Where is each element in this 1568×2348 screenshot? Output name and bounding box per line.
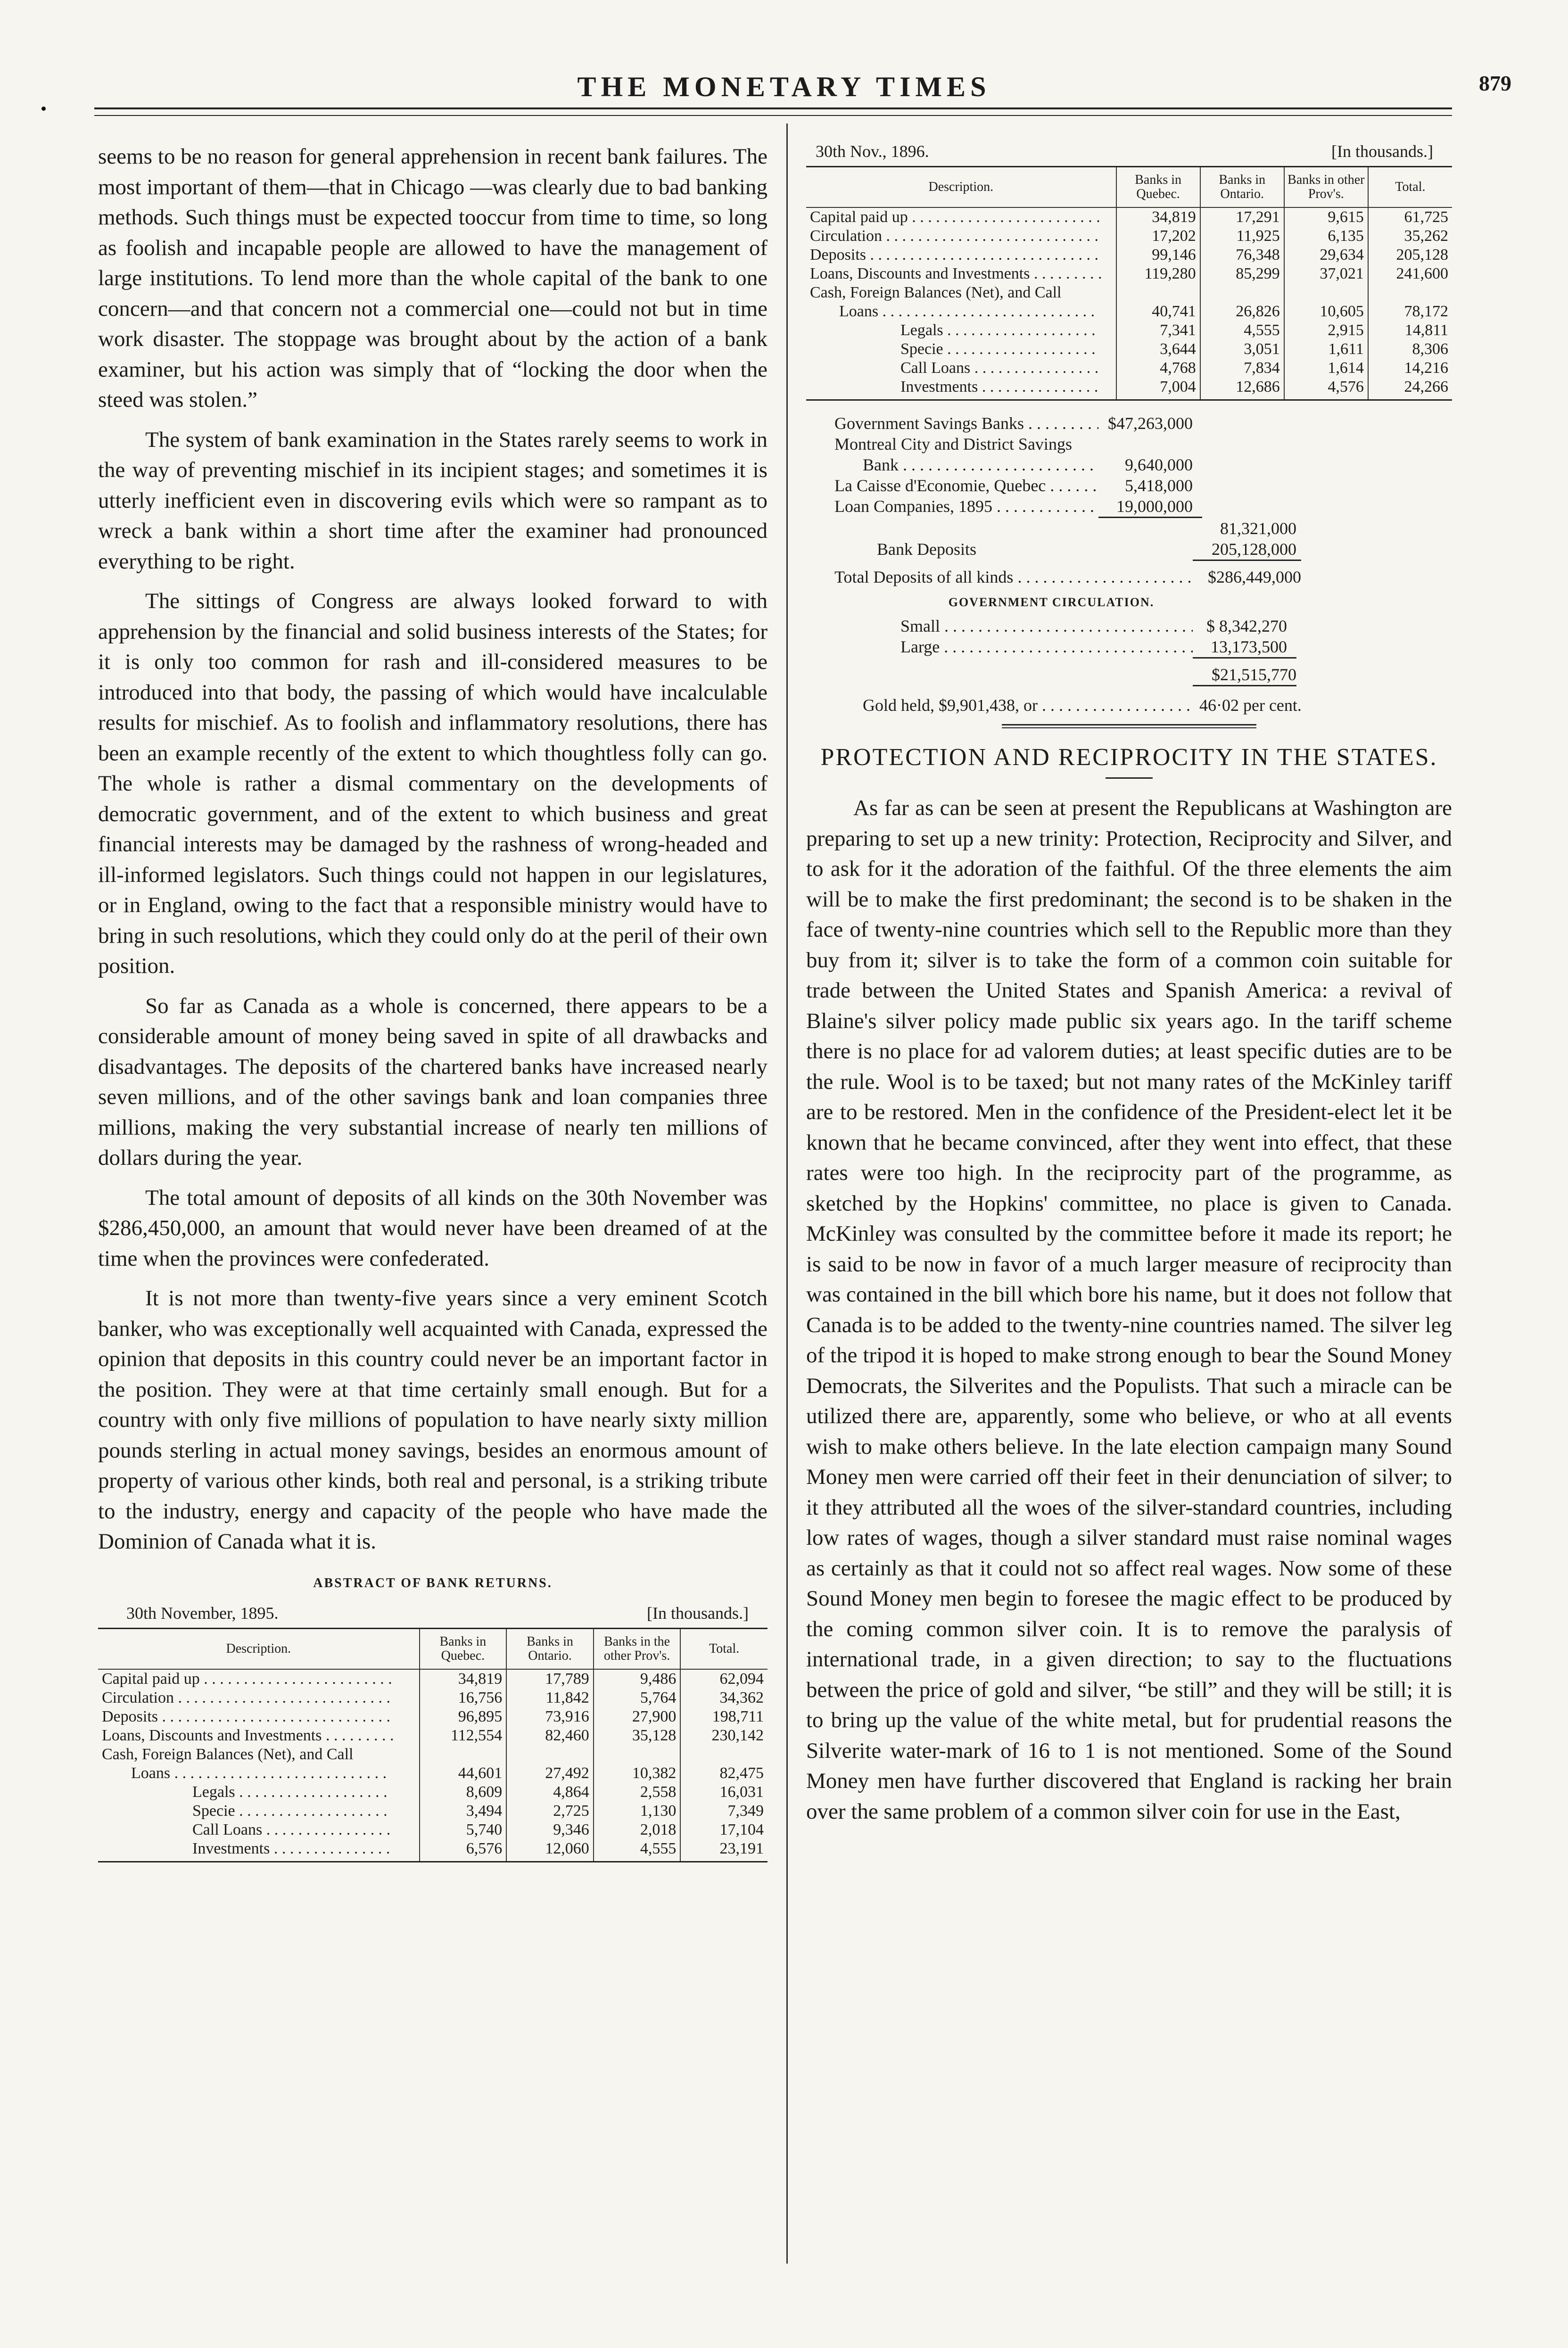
- summary-value: 205,128,000: [1212, 540, 1296, 559]
- table-header-row: [98, 1629, 767, 1669]
- row-label: [806, 283, 1116, 302]
- row-label: [98, 1745, 420, 1764]
- summary-rule-row: [806, 560, 1452, 561]
- row-label: [806, 340, 1116, 359]
- table-row: [806, 264, 1452, 283]
- table-cell: [1200, 283, 1284, 302]
- row-label: [806, 359, 1116, 378]
- table-cell: 205,128: [1368, 246, 1452, 264]
- table-1896-meta: [806, 141, 1452, 161]
- table-cell: 230,142: [680, 1726, 767, 1745]
- table-cell: 14,811: [1368, 321, 1452, 340]
- column-header: Total.: [680, 1629, 767, 1669]
- row-label: [98, 1707, 420, 1726]
- row-label-text: Investments . . .: [900, 378, 1098, 396]
- row-label-text: Investments . . .: [192, 1839, 390, 1858]
- table-row: [98, 1764, 767, 1783]
- summary-value: 5,418,000: [1125, 476, 1193, 495]
- section-title: PROTECTION AND RECIPROCITY IN THE STATES.: [820, 744, 1438, 771]
- table-cell: 7,349: [680, 1802, 767, 1821]
- table-cell: 17,104: [680, 1821, 767, 1839]
- table-cell: 17,202: [1116, 227, 1200, 246]
- table-cell: 7,004: [1116, 378, 1200, 400]
- paragraph: seems to be no reason for general apprehension in recent bank failures. The most important of them—that in Chicago —was clearly due to bad banking methods. Such things must be expected tooccur from time to time, so long as foolish and incapable people are allowed to have the management of large institutions. To lend more than the whole capital of the bank to one concern—and that concern not a commercial one—could not but in time work disaster. The stoppage was brought about by the action of a bank examiner, but his action was simply that of “locking the door when the steed was stolen.”: [98, 144, 767, 412]
- row-label-text: Deposits . . .: [102, 1707, 394, 1726]
- table-row: [98, 1726, 767, 1745]
- row-label-text: Circulation . . .: [102, 1689, 394, 1707]
- table-cell: 16,031: [680, 1783, 767, 1802]
- summary-value: 46·02 per cent.: [1199, 696, 1302, 715]
- table-cell: 17,789: [506, 1669, 594, 1689]
- table-row: [98, 1669, 767, 1689]
- summary-row: [806, 496, 1452, 517]
- spacer: [806, 518, 1193, 539]
- table-cell: 61,725: [1368, 207, 1452, 227]
- summary-rule-row: [806, 685, 1452, 686]
- summary-label: Gold held, $9,901,438, or . . .: [863, 695, 1193, 716]
- table-row: [806, 321, 1452, 340]
- table-cell: 4,555: [594, 1839, 681, 1862]
- row-label-text: Call Loans . . .: [192, 1821, 390, 1839]
- header-rule: [94, 107, 1452, 109]
- paragraph: The sittings of Congress are always looked forward to with apprehension by the financial and solid business interests of the States; for it is only too common for rash and ill-considered measures to be introduced into that body, the passing of which would have incalculable results for mischief. As to foolish and inflammatory resolutions, there has been an example recently of the extent to which thoughtless folly can go. The whole is rather a dismal commentary on the developments of democratic government, and of the extent to which business and great financial interests may be damaged by the rashness of wrong-headed and ill-informed legislators. Such things could not happen in our legislatures, or in England, owing to the fact that a responsible ministry would have to bring in such resolutions, which they could only do at the peril of their own position.: [98, 589, 767, 978]
- table-row: [806, 246, 1452, 264]
- table-cell: 241,600: [1368, 264, 1452, 283]
- table-cell: 29,634: [1284, 246, 1368, 264]
- deposits-summary: [806, 413, 1452, 716]
- table-cell: 27,492: [506, 1764, 594, 1783]
- right-column: [806, 141, 1452, 1836]
- summary-row: [806, 695, 1452, 716]
- table-cell: 1,130: [594, 1802, 681, 1821]
- sum-rule: [1193, 685, 1296, 686]
- table-cell: 34,819: [420, 1669, 507, 1689]
- summary-value: $21,515,770: [1212, 665, 1296, 684]
- table-cell: 34,819: [1116, 207, 1200, 227]
- column-header: Banks in Ontario.: [1200, 167, 1284, 207]
- column-header: Description.: [98, 1629, 420, 1669]
- row-label-text: Deposits . . .: [810, 246, 1102, 264]
- table-cell: 12,686: [1200, 378, 1284, 400]
- table-cell: 1,614: [1284, 359, 1368, 378]
- table-cell: 4,768: [1116, 359, 1200, 378]
- section-divider: [1002, 724, 1256, 725]
- table-cell: 99,146: [1116, 246, 1200, 264]
- row-label: [98, 1764, 420, 1783]
- column-header: Banks in Ontario.: [506, 1629, 594, 1669]
- stray-mark: [41, 107, 46, 111]
- row-label: [806, 302, 1116, 321]
- summary-label: Small . . .: [900, 616, 1193, 636]
- table-cell: [506, 1745, 594, 1764]
- table-cell: 35,262: [1368, 227, 1452, 246]
- summary-value: 9,640,000: [1125, 455, 1193, 474]
- table-row: [806, 340, 1452, 359]
- row-label: [98, 1802, 420, 1821]
- paragraph: As far as can be seen at present the Republicans at Washington are preparing to set up a new trinity: Protection, Reciprocity and Silver, and to ask for it the adoration of the faithful. Of the three elements the aim will be to make the first predominant; the second is to be shaken in the face of twenty-nine countries which sell to the Republic more than they buy from it; silver is to take the form of a common coin suitable for trade between the United States and Spanish America: a revival of Blaine's silver policy made public six years ago. In the tariff scheme there is no place for ad valorem duties; at least specific duties are to be the rule. Wool is to be taxed; but not many rates of the McKinley tariff are to be restored. Men in the confidence of the President-elect let it be known that he became convinced, after they went into effect, that these rates were too high. In the reciprocity part of the programme, as sketched by the Hopkins' committee, no place is given to Canada. McKinley was consulted by the committee before it made its report; he is said to be now in favor of a much larger measure of reciprocity than was contained in the bill which bore his name, but it does not follow that Canada is to be added to the twenty-nine countries named. The silver leg of the tripod it is hoped to make strong enough to bear the Sound Money Democrats, the Silverites and the Populists. That such a miracle can be utilized there are, apparently, some who believe, or who at all events wish to make others believe. In the late election campaign many Sound Money men were carried off their feet in their denunciation of silver; to it they attributed all the woes of the silver-standard countries, including low rates of wages, though a silver standard must raise nominal wages as certainly as that it could not so affect real wages. Now some of these Sound Money men begin to foresee the magic effect to be produced by the coming common silver coin. It is to remove the paralysis of international trade, in a given direction; to say to the fluctuations between the price of gold and silver, “be still” and they will be still; it is to bring up the value of the white metal, but for prudential reasons the Silverite water-mark of 16 to 1 is not mentioned. Some of the Sound Money men have further discovered that England is racking her brain over the same problem of a common silver coin for use in the East,: [806, 796, 1452, 1824]
- page-number: 879: [1479, 71, 1511, 95]
- summary-row: [806, 413, 1452, 434]
- row-label-text: Loans . . .: [131, 1764, 390, 1783]
- table-cell: 14,216: [1368, 359, 1452, 378]
- row-label-text: Capital paid up . . .: [810, 208, 1102, 227]
- row-label-text: Cash, Foreign Balances (Net), and Call: [102, 1745, 354, 1763]
- summary-label: Large . . .: [900, 636, 1193, 657]
- row-label: [98, 1689, 420, 1707]
- table-cell: 119,280: [1116, 264, 1200, 283]
- table-cell: 198,711: [680, 1707, 767, 1726]
- summary-row: [806, 518, 1452, 539]
- summary-row: [806, 616, 1452, 636]
- row-label: [98, 1783, 420, 1802]
- table-cell: [680, 1745, 767, 1764]
- bank-returns-table-1895: [98, 1629, 767, 1862]
- table-cell: 78,172: [1368, 302, 1452, 321]
- table-cell: 6,135: [1284, 227, 1368, 246]
- table-cell: 8,306: [1368, 340, 1452, 359]
- table-row: [806, 207, 1452, 227]
- table-row: [806, 227, 1452, 246]
- table-row: [98, 1802, 767, 1821]
- table-cell: 85,299: [1200, 264, 1284, 283]
- bank-returns-table-1896: [806, 167, 1452, 401]
- paragraph: The system of bank examination in the States rarely seems to work in the way of preventing mischief in its incipient stages; and sometimes it is utterly inefficient even in discovering evils which were so rampant as to wreck a bank within a short time after the examiner had pronounced everything to be right.: [98, 427, 767, 574]
- row-label: [806, 321, 1116, 340]
- summary-value: 81,321,000: [1220, 519, 1296, 538]
- table-cell: 82,460: [506, 1726, 594, 1745]
- table-cell: [594, 1745, 681, 1764]
- column-header: Banks in Quebec.: [1116, 167, 1200, 207]
- table-1895-meta: [98, 1603, 767, 1623]
- table-cell: 2,018: [594, 1821, 681, 1839]
- table-row: [806, 302, 1452, 321]
- row-label: [98, 1669, 420, 1689]
- table-cell: 9,615: [1284, 207, 1368, 227]
- table-cell: 23,191: [680, 1839, 767, 1862]
- column-header: Description.: [806, 167, 1116, 207]
- table-cell: 112,554: [420, 1726, 507, 1745]
- table-cell: 76,348: [1200, 246, 1284, 264]
- table-cell: 7,834: [1200, 359, 1284, 378]
- table-cell: 4,864: [506, 1783, 594, 1802]
- column-header: Total.: [1368, 167, 1452, 207]
- row-label-text: Capital paid up . . .: [102, 1670, 394, 1689]
- row-label-text: Specie . . .: [192, 1802, 390, 1821]
- table-cell: 62,094: [680, 1669, 767, 1689]
- column-header: Banks in other Prov's.: [1284, 167, 1368, 207]
- table-cell: 3,644: [1116, 340, 1200, 359]
- table-cell: 5,740: [420, 1821, 507, 1839]
- table-cell: [1368, 283, 1452, 302]
- summary-label: Montreal City and District Savings: [834, 435, 1072, 453]
- table-header-row: [806, 167, 1452, 207]
- summary-rule-row: [806, 657, 1452, 659]
- sum-rule: [1193, 657, 1296, 659]
- table-row: [98, 1745, 767, 1764]
- table-cell: 26,826: [1200, 302, 1284, 321]
- sum-rule: [1193, 560, 1301, 561]
- table-cell: 11,925: [1200, 227, 1284, 246]
- table-cell: 9,486: [594, 1669, 681, 1689]
- table-cell: 8,609: [420, 1783, 507, 1802]
- table-row: [806, 283, 1452, 302]
- circulation-heading: GOVERNMENT CIRCULATION.: [948, 595, 1155, 609]
- summary-value: $286,449,000: [1208, 568, 1301, 586]
- row-label: [98, 1821, 420, 1839]
- table-1895-date: 30th November, 1895.: [126, 1603, 279, 1623]
- row-label: [806, 207, 1116, 227]
- summary-label: Loan Companies, 1895 . . .: [834, 496, 1098, 517]
- table-cell: 1,611: [1284, 340, 1368, 359]
- table-row: [98, 1689, 767, 1707]
- table-cell: 24,266: [1368, 378, 1452, 400]
- summary-value: $ 8,342,270: [1206, 617, 1287, 635]
- table-cell: 7,341: [1116, 321, 1200, 340]
- table-row: [806, 359, 1452, 378]
- table-cell: 34,362: [680, 1689, 767, 1707]
- row-label: [806, 246, 1116, 264]
- row-label-text: Circulation . . .: [810, 227, 1102, 246]
- table-cell: [420, 1745, 507, 1764]
- summary-row: [806, 539, 1452, 560]
- row-label-text: Loans, Discounts and Investments . . .: [102, 1726, 394, 1745]
- table-cell: 27,900: [594, 1707, 681, 1726]
- table-row: [98, 1821, 767, 1839]
- table-cell: 2,915: [1284, 321, 1368, 340]
- table-row: [98, 1839, 767, 1862]
- left-column: [98, 141, 767, 1862]
- table-cell: 35,128: [594, 1726, 681, 1745]
- table-cell: 4,576: [1284, 378, 1368, 400]
- table-cell: 73,916: [506, 1707, 594, 1726]
- title-rule: [1106, 777, 1153, 779]
- row-label-text: Legals . . .: [192, 1783, 390, 1802]
- table-cell: 10,382: [594, 1764, 681, 1783]
- table-row: [806, 378, 1452, 400]
- row-label: [98, 1726, 420, 1745]
- row-label-text: Cash, Foreign Balances (Net), and Call: [810, 284, 1062, 301]
- table-cell: 2,725: [506, 1802, 594, 1821]
- table-cell: 2,558: [594, 1783, 681, 1802]
- table-cell: 17,291: [1200, 207, 1284, 227]
- table-cell: 9,346: [506, 1821, 594, 1839]
- table-cell: 16,756: [420, 1689, 507, 1707]
- paragraph: So far as Canada as a whole is concerned, there appears to be a considerable amount of money being saved in spite of all drawbacks and disadvantages. The deposits of the chartered banks have increased nearly seven millions, and of the other savings bank and loan companies three millions, making the very substantial increase of nearly ten millions of dollars during the year.: [98, 993, 767, 1170]
- row-label-text: Call Loans . . .: [900, 359, 1098, 378]
- column-divider: [786, 124, 788, 2264]
- paragraph: The total amount of deposits of all kinds on the 30th November was $286,450,000, an amount that would never have been dreamed of at the time when the provinces were confederated.: [98, 1185, 767, 1271]
- row-label-text: Loans, Discounts and Investments . . .: [810, 264, 1102, 283]
- row-label: [98, 1839, 420, 1862]
- abstract-title: ABSTRACT OF BANK RETURNS.: [313, 1575, 553, 1590]
- paragraph: It is not more than twenty-five years since a very eminent Scotch banker, who was exceptionally well acquainted with Canada, expressed the opinion that deposits in this country could never be an important factor in the position. They were at that time certainly small enough. But for a country with only five millions of population to have nearly sixty million pounds sterling in actual money savings, besides an enormous amount of property of various other kinds, both real and personal, is a striking tribute to the industry, energy and capacity of the people who have made the Dominion of Canada what it is.: [98, 1286, 767, 1554]
- table-row: [98, 1707, 767, 1726]
- table-cell: 10,605: [1284, 302, 1368, 321]
- table-1896-unit: [In thousands.]: [1331, 142, 1433, 161]
- table-cell: 44,601: [420, 1764, 507, 1783]
- table-cell: 4,555: [1200, 321, 1284, 340]
- table-cell: 12,060: [506, 1839, 594, 1862]
- summary-row: [806, 636, 1452, 657]
- running-head-title: THE MONETARY TIMES: [577, 71, 991, 102]
- summary-label: Bank . . .: [863, 454, 1098, 475]
- table-cell: 40,741: [1116, 302, 1200, 321]
- row-label-text: Loans . . .: [839, 302, 1098, 321]
- summary-label: Total Deposits of all kinds . . .: [834, 567, 1193, 587]
- summary-label: Bank Deposits: [877, 540, 976, 559]
- header-rule-thin: [94, 115, 1452, 116]
- summary-row: [806, 567, 1452, 587]
- column-header: Banks in the other Prov's.: [594, 1629, 681, 1669]
- table-1895-unit: [In thousands.]: [647, 1603, 749, 1623]
- row-label: [806, 227, 1116, 246]
- row-label: [806, 378, 1116, 400]
- summary-row: [806, 454, 1452, 475]
- table-cell: 37,021: [1284, 264, 1368, 283]
- table-cell: 3,051: [1200, 340, 1284, 359]
- summary-row: [806, 434, 1452, 454]
- table-cell: 6,576: [420, 1839, 507, 1862]
- summary-row: [806, 475, 1452, 496]
- summary-label: La Caisse d'Economie, Quebec . . .: [834, 475, 1098, 496]
- summary-label: Government Savings Banks . . .: [834, 413, 1098, 434]
- column-header: Banks in Quebec.: [420, 1629, 507, 1669]
- section-divider-thin: [1002, 727, 1256, 728]
- summary-value: 13,173,500: [1211, 637, 1287, 656]
- table-cell: 5,764: [594, 1689, 681, 1707]
- summary-row: [806, 664, 1452, 685]
- table-row: [98, 1783, 767, 1802]
- table-1896-date: 30th Nov., 1896.: [816, 142, 929, 161]
- spacer: [806, 664, 1193, 685]
- summary-value: 19,000,000: [1116, 497, 1193, 516]
- table-cell: 11,842: [506, 1689, 594, 1707]
- row-label-text: Legals . . .: [900, 321, 1098, 340]
- table-cell: [1284, 283, 1368, 302]
- row-label: [806, 264, 1116, 283]
- row-label-text: Specie . . .: [900, 340, 1098, 359]
- table-cell: 82,475: [680, 1764, 767, 1783]
- table-cell: 96,895: [420, 1707, 507, 1726]
- summary-value: $47,263,000: [1108, 414, 1193, 433]
- table-cell: 3,494: [420, 1802, 507, 1821]
- table-cell: [1116, 283, 1200, 302]
